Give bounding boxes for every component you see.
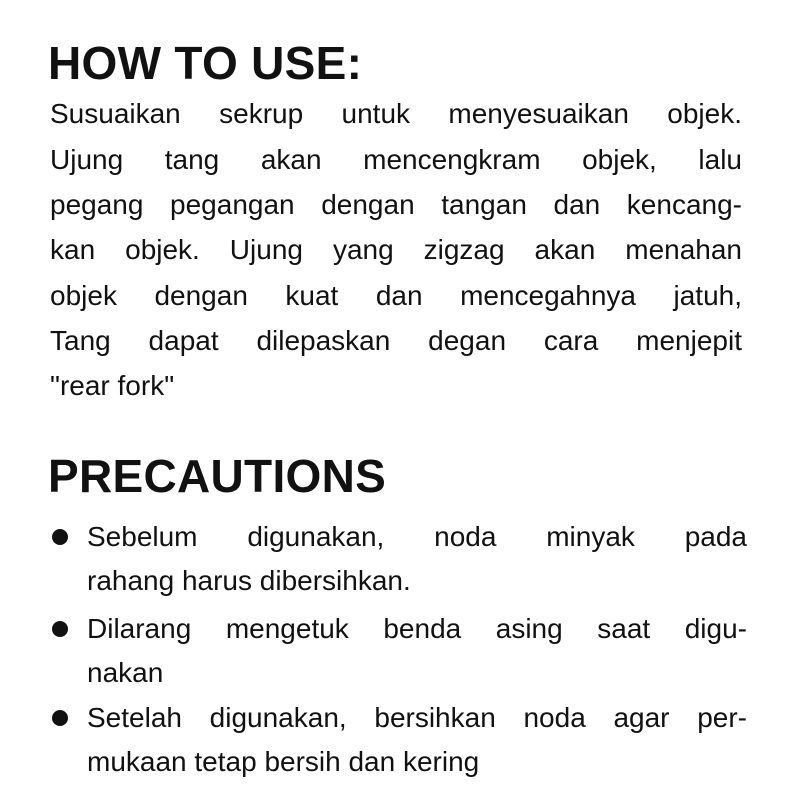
precaution-line: nakan <box>87 657 164 688</box>
bullet-icon <box>52 621 68 637</box>
how-to-use-line: Ujung tang akan mencengkram objek, lalu <box>50 144 742 175</box>
how-to-use-line: "rear fork" <box>50 370 175 401</box>
precaution-line: mukaan tetap bersih dan kering <box>87 746 480 777</box>
how-to-use-heading: HOW TO USE: <box>48 37 363 89</box>
precaution-line: Dilarang mengetuk benda asing saat digu- <box>87 613 747 644</box>
how-to-use-line: Tang dapat dilepaskan degan cara menjepit <box>50 325 742 356</box>
precaution-line: Setelah digunakan, bersihkan noda agar per- <box>87 702 747 733</box>
precaution-line: rahang harus dibersihkan. <box>87 565 411 596</box>
how-to-use-line: kan objek. Ujung yang zigzag akan menahan <box>50 234 742 265</box>
bullet-icon <box>52 710 68 726</box>
how-to-use-line: objek dengan kuat dan mencegahnya jatuh, <box>50 280 742 311</box>
bullet-icon <box>52 529 68 545</box>
precaution-line: Sebelum digunakan, noda minyak pada <box>87 521 747 552</box>
how-to-use-line: Susuaikan sekrup untuk menyesuaikan objek. <box>50 98 742 129</box>
precautions-heading: PRECAUTIONS <box>48 450 387 502</box>
how-to-use-line: pegang pegangan dengan tangan dan kencang- <box>50 189 742 220</box>
